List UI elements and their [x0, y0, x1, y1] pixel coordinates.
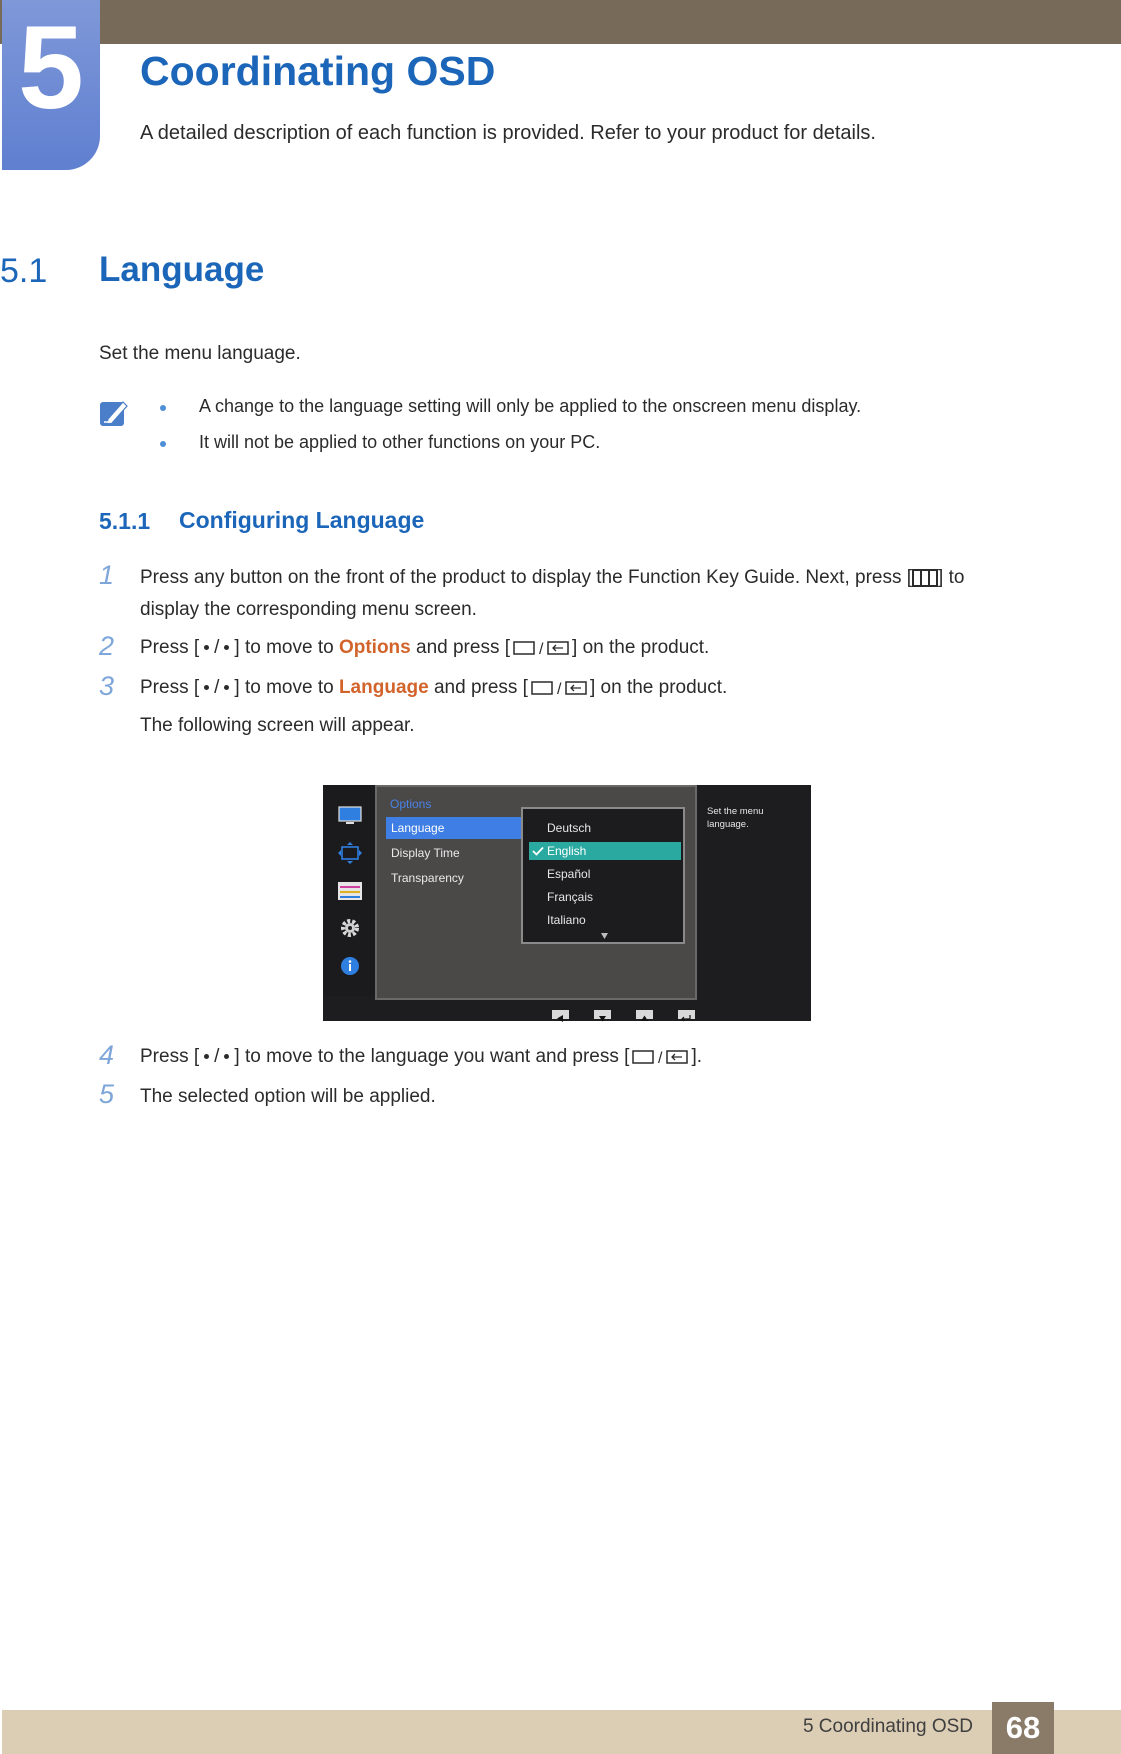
chapter-tab — [2, 0, 100, 170]
osd-menu-title: Options — [390, 797, 432, 811]
down-key-icon — [224, 685, 229, 690]
step-text-part: and press [ — [410, 637, 511, 658]
subsection-number: 5.1.1 — [99, 508, 151, 534]
osd-help-text: Set the menu language. — [707, 806, 764, 830]
step-text-part: ]. — [691, 1046, 702, 1067]
down-key-icon — [224, 1054, 229, 1059]
step-text-part: ] on the product. — [572, 637, 710, 658]
up-key-icon — [204, 685, 209, 690]
step-text: display the corresponding menu screen. — [140, 599, 477, 620]
page-number-box — [992, 1702, 1054, 1754]
step-text — [140, 567, 964, 589]
step-text-part: Press [ — [140, 637, 200, 658]
osd-language-option-selected[interactable] — [529, 842, 681, 860]
step-number: 5 — [99, 1079, 115, 1109]
osd-menu-item-transparency[interactable]: Transparency — [391, 871, 464, 885]
note-icon — [99, 398, 131, 428]
osd-language-option[interactable]: Italiano — [547, 913, 586, 927]
checkmark-icon — [532, 846, 544, 856]
osd-menu-item-language[interactable]: Language — [386, 817, 526, 839]
osd-language-label: English — [547, 844, 587, 858]
up-key-icon — [204, 645, 209, 650]
chapter-description: A detailed description of each function is provided. Refer to your product for details. — [140, 122, 876, 144]
monitor-icon — [338, 805, 362, 827]
step-text: Press [ / ] to move to Language and press [ / ] on the product. — [140, 677, 728, 698]
osd-button-bar — [323, 1008, 811, 1021]
page-number: 68 — [1005, 1710, 1041, 1745]
osd-icon-column — [323, 785, 375, 996]
note-item: A change to the language setting will only be applied to the onscreen menu display. — [199, 396, 862, 416]
bullet-dot — [160, 441, 166, 447]
up-key-icon — [204, 1054, 209, 1059]
svg-text:/: / — [556, 680, 562, 698]
step-text-part: ] on the product. — [589, 677, 728, 698]
step-text-part: ] to move to the language you want and press [ — [234, 1046, 630, 1067]
scroll-down-arrow-icon — [601, 933, 608, 939]
down-key-icon — [224, 645, 229, 650]
highlight-term: Language — [338, 677, 429, 698]
section-intro: Set the menu language. — [99, 343, 301, 364]
note-item: It will not be applied to other functions on your PC. — [199, 432, 601, 452]
size-position-icon — [338, 842, 362, 864]
step-text-part: Press [ — [140, 1046, 200, 1067]
svg-text:/: / — [658, 1049, 663, 1067]
step-text-part: Press [ — [140, 677, 200, 698]
step-text-part: ] to move to — [234, 637, 339, 658]
step-text-part: ] to — [938, 567, 965, 588]
osd-menu-item-display-time[interactable]: Display Time — [391, 846, 460, 860]
svg-text:/: / — [539, 640, 544, 658]
section-title: Language — [99, 250, 265, 289]
osd-menu-panel — [375, 785, 697, 1000]
step-number: 3 — [99, 671, 115, 701]
gear-icon — [338, 917, 362, 939]
top-banner — [0, 0, 1121, 44]
up-button-icon[interactable] — [636, 1010, 653, 1019]
step-text-part: and press [ — [428, 677, 528, 698]
enter-button-icon[interactable] — [678, 1010, 695, 1019]
osd-language-option[interactable]: Deutsch — [547, 821, 592, 835]
osd-language-option[interactable]: Español — [547, 867, 591, 881]
info-icon — [338, 955, 362, 977]
highlight-term: Options — [338, 637, 411, 658]
down-button-icon[interactable] — [594, 1010, 611, 1019]
section-number: 5.1 — [0, 252, 48, 290]
source-enter-key-icon — [528, 678, 590, 698]
subsection-title: Configuring Language — [179, 507, 425, 533]
bullet-dot — [160, 405, 166, 411]
chapter-number: 5 — [18, 2, 84, 134]
step-text-part: Press any button on the front of the product to display the Function Key Guide. Next, press [ — [140, 567, 913, 588]
step-number: 1 — [99, 560, 115, 590]
step-text: Press [ / ] to move to the language you want and press [ / ]. — [140, 1046, 702, 1067]
osd-screenshot — [323, 785, 811, 1021]
step-number: 2 — [99, 631, 115, 661]
source-enter-key-icon — [629, 1047, 691, 1067]
source-enter-key-icon — [510, 638, 572, 658]
step-text: Press [ / ] to move to Options and press [ / ] on the product. — [140, 637, 710, 658]
step-text-part: ] to move to — [234, 677, 339, 698]
footer-chapter-label: 5 Coordinating OSD — [802, 1716, 973, 1737]
step-number: 4 — [99, 1040, 115, 1070]
step-followup: The following screen will appear. — [140, 715, 415, 736]
osd-language-option[interactable]: Français — [547, 890, 594, 904]
left-button-icon[interactable] — [552, 1010, 569, 1019]
osd-language-list — [521, 807, 685, 944]
menu-key-icon — [912, 568, 938, 588]
settings-list-icon — [338, 880, 362, 902]
step-text: The selected option will be applied. — [140, 1086, 436, 1107]
chapter-title: Coordinating OSD — [140, 48, 496, 94]
